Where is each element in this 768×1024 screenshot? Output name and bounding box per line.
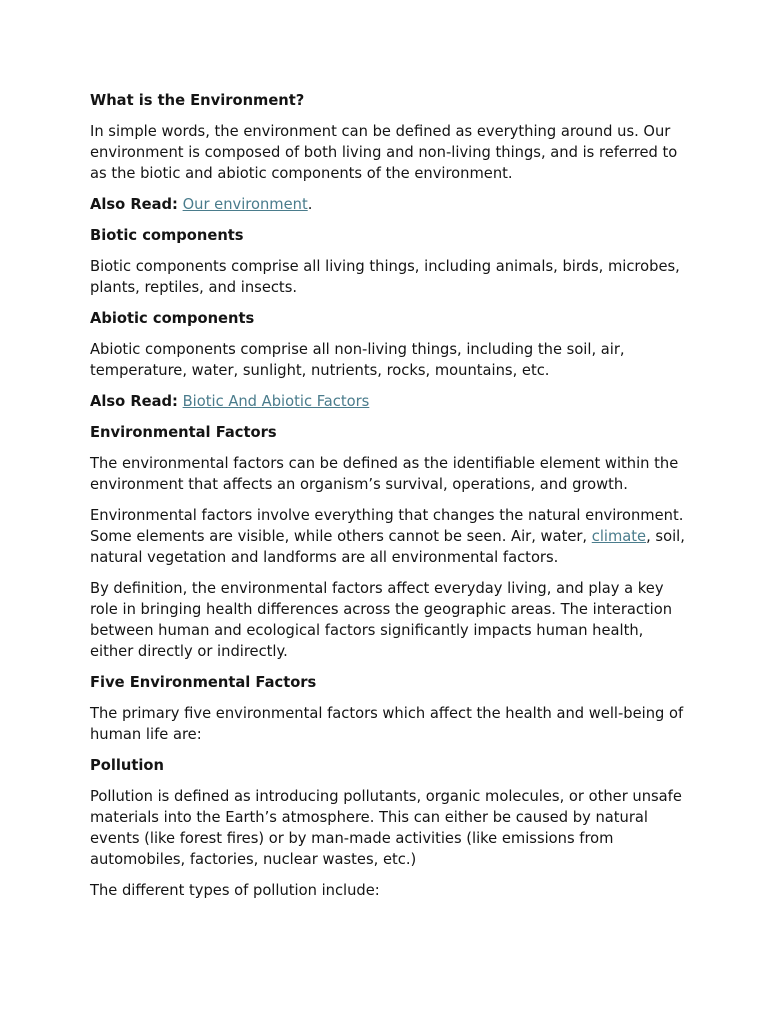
period: .: [307, 196, 313, 213]
paragraph-env-involve: [90, 505, 686, 568]
also-read-biotic-abiotic: [90, 391, 686, 412]
heading-pollution: Pollution: [90, 757, 164, 774]
heading-biotic-components: Biotic components: [90, 227, 244, 244]
paragraph-by-definition: By definition, the environmental factors affect everyday living, and play a key role in bringing health differences across the geographic areas. The interaction between human and ecological factors significantly impacts human health, either directly or indirectly.: [90, 580, 673, 660]
paragraph-intro: In simple words, the environment can be defined as everything around us. Our environment is composed of both living and non-living things, and is referred to as the biotic and abiotic components of the environment.: [90, 123, 678, 182]
paragraph-pollution-types: The different types of pollution include:: [90, 882, 380, 899]
heading-what-is-environment: What is the Environment?: [90, 92, 305, 109]
document-page: [90, 90, 686, 911]
paragraph-pollution: Pollution is defined as introducing pollutants, organic molecules, or other unsafe materials into the Earth’s atmosphere. This can either be caused by natural events (like forest fires) or by man-made activities (like emissions from automobiles, factories, nuclear wastes, etc.): [90, 788, 682, 868]
paragraph-env-definition: The environmental factors can be defined as the identifiable element within the environment that affects an organism’s survival, operations, and growth.: [90, 455, 679, 493]
also-read-label: Also Read:: [90, 196, 178, 213]
heading-abiotic-components: Abiotic components: [90, 310, 255, 327]
paragraph-env-involve-start: Environmental factors involve everything that changes the natural environment. Some elements are visible, while others cannot be seen. Air, water,: [90, 507, 684, 545]
link-our-environment[interactable]: Our environment: [182, 196, 308, 213]
also-read-our-environment: [90, 194, 686, 215]
paragraph-biotic: Biotic components comprise all living things, including animals, birds, microbes, plants, reptiles, and insects.: [90, 258, 680, 296]
paragraph-env-involve-end: , soil, natural vegetation and landforms are all environmental factors.: [90, 528, 685, 566]
also-read-label: Also Read:: [90, 393, 178, 410]
heading-five-environmental-factors: Five Environmental Factors: [90, 674, 317, 691]
link-climate[interactable]: climate: [591, 528, 647, 545]
link-biotic-abiotic-factors[interactable]: Biotic And Abiotic Factors: [182, 393, 370, 410]
paragraph-five-factors: The primary five environmental factors which affect the health and well-being of human life are:: [90, 705, 684, 743]
heading-environmental-factors: Environmental Factors: [90, 424, 277, 441]
paragraph-abiotic: Abiotic components comprise all non-living things, including the soil, air, temperature, water, sunlight, nutrients, rocks, mountains, etc.: [90, 341, 625, 379]
